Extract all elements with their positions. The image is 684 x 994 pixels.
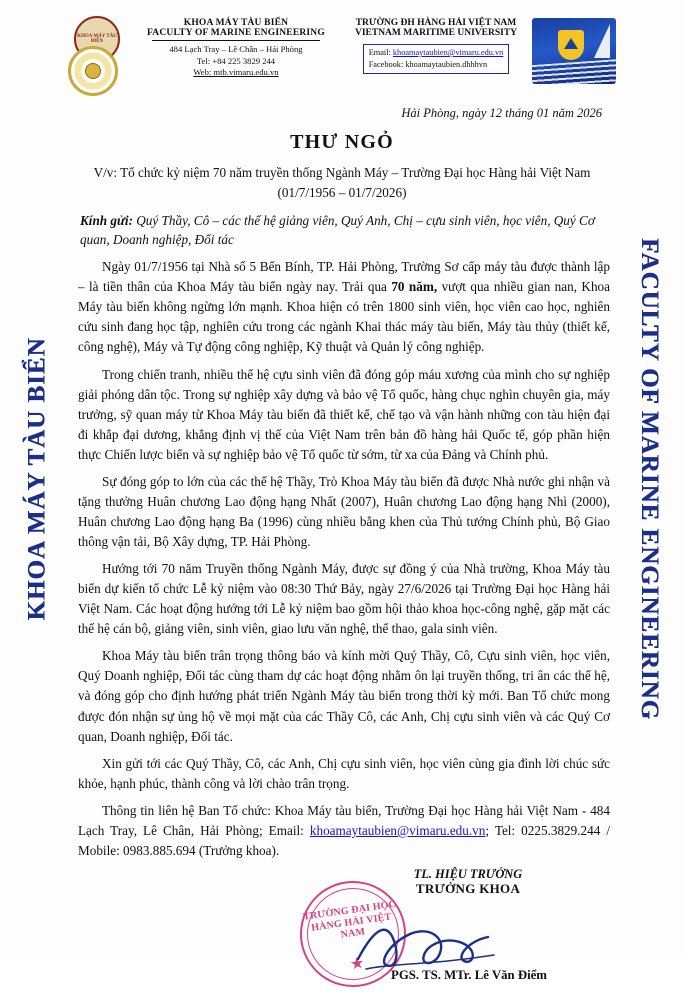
body-paragraph	[68, 801, 616, 861]
university-name-vi: TRƯỜNG ĐH HÀNG HẢI VIỆT NAM	[355, 18, 517, 28]
body-text: Trong chiến tranh, nhiều thế hệ cựu sinh viên đã đóng góp máu xương của mình cho sự nghiệp giải phóng dân tộc. Trong sự nghiệp xây dựng và bảo vệ Tổ quốc, hàng chục nghìn chuyên gia, máy trưởng, sỹ quan máy từ Khoa Máy tàu biển đã thiết kế, chế tạo và vận hành những con tàu hiện đại đi khắp đại dương, khẳng định vị thế của Việt Nam trên bản đồ hàng hải Quốc tế, góp phần hiện thực Chiến lược biển và sự nghiệp bảo vệ Tổ quốc từ sớm, từ xa của Đảng và Chính phủ.	[78, 366, 610, 462]
signature-area	[68, 867, 616, 989]
header-divider	[152, 40, 320, 41]
seal-star-icon: ★	[348, 954, 366, 974]
page-title: THƯ NGỎ	[290, 131, 394, 153]
email-label: Email:	[368, 48, 391, 57]
university-logo	[532, 16, 616, 86]
body-paragraph	[68, 754, 616, 794]
department-name-en: FACULTY OF MARINE ENGINEERING	[147, 28, 325, 38]
body-text: vượt qua nhiều gian nan, Khoa Máy tàu biển không ngừng lớn mạnh. Khoa hiện có trên 1800 sinh viên, học viên cao học, nghiên cứu sinh đang học tập, nghiên cứu trong các ngành Khai thác máy tàu biển, Máy tàu thủy (thiết kế, công nghệ), Máy và Tự động công nghiệp, Kỹ thuật và Quản lý công nghiệp.	[78, 279, 610, 355]
body-text: ; Tel: 0225.3829.244 / Mobile: 0983.885.694 (Trưởng khoa).	[78, 822, 611, 858]
email-link-inline[interactable]: khoamaytaubien@vimaru.edu.vn	[309, 822, 486, 838]
sail-icon	[594, 24, 610, 58]
body-text: Xin gửi tới các Quý Thầy, Cô, các Anh, Chị cựu sinh viên, học viên cùng gia đình lời chúc sức khỏe, hạnh phúc, thành công và lời chào trân trọng.	[78, 755, 610, 791]
body-paragraph	[68, 559, 616, 639]
place-date: Hải Phòng, ngày 12 tháng 01 năm 2026	[401, 106, 602, 120]
department-name-vi: KHOA MÁY TÀU BIỂN	[183, 18, 289, 28]
body-paragraph	[68, 365, 616, 465]
side-banner-right	[618, 0, 680, 958]
letter-subject: V/v: Tổ chức kỷ niệm 70 năm truyền thống Ngành Máy – Trường Đại học Hàng hải Việt Nam (01/7/1956 – 01/7/2026)	[93, 165, 591, 200]
faculty-emblem-label: KHOA MÁY TÀU BIỂN	[77, 33, 117, 44]
letter-content	[68, 16, 616, 982]
recipient-label: Kính gửi:	[80, 212, 133, 228]
letterhead	[68, 16, 616, 102]
side-banner-left	[6, 0, 68, 958]
vmu-badge-icon	[532, 18, 616, 84]
body-paragraph	[68, 646, 616, 746]
signature-authorization: TL. HIỆU TRƯỞNG	[413, 866, 523, 881]
university-name-en: VIETNAM MARITIME UNIVERSITY	[354, 28, 518, 38]
body-text: Khoa Máy tàu biển trân trọng thông báo và kính mời Quý Thầy, Cô, Cựu sinh viên, học viên, Quý Doanh nghiệp, Đối tác cùng tham dự các hoạt động nhằm ôn lại truyền thống, tri ân các thế hệ, và đóng góp cho định hướng phát triển Ngành Máy tàu biển trong thời kỳ mới. Ban Tổ chức mong được đón nhận sự ủng hộ về mọi mặt của các Thầy Cô, các Anh, Chị cựu sinh viên và các Quý Cơ quan, Doanh nghiệp, Đối tác.	[78, 648, 610, 744]
body-paragraph	[68, 257, 616, 357]
department-block	[132, 16, 340, 79]
department-address: 484 Lạch Tray – Lê Chân – Hải Phòng	[169, 44, 303, 54]
gear-icon	[68, 46, 118, 96]
letter-body	[68, 257, 616, 861]
signer-name: PGS. TS. MTr. Lê Văn Điểm	[391, 967, 547, 982]
side-banner-left-text: KHOA MÁY TÀU BIỂN	[23, 337, 51, 621]
seal-text: TRƯỜNG ĐẠI HỌC HÀNG HẢI VIỆT NAM	[302, 898, 397, 941]
facebook-value[interactable]: khoamaytaubien.dhhhvn	[405, 60, 488, 70]
recipient-value: Quý Thầy, Cô – các thế hệ giảng viên, Quý Anh, Chị – cựu sinh viên, học viên, Quý Cơ quan, Doanh nghiệp, Đối tác	[80, 212, 595, 248]
side-banner-right-text: FACULTY OF MARINE ENGINEERING	[636, 237, 663, 721]
body-text: Sự đóng góp to lớn của các thế hệ Thầy, Trò Khoa Máy tàu biển đã được Nhà nước ghi nhận và tặng thưởng Huân chương Lao động hạng Nhất (2007), Huân chương Lao động hạng Nhì (2000), Huân chương Lao động hạng Ba (1996) cùng nhiều bằng khen của Thủ tướng Chính phủ, Bộ Giao thông vận tải, Bộ Xây dựng, TP. Hải Phòng.	[78, 473, 610, 549]
contact-box	[363, 44, 510, 74]
body-text: Ngày 01/7/1956 tại Nhà số 5 Bến Bính, TP. Hải Phòng, Trường Sơ cấp máy tàu được thành lập – là tiền thân của Khoa Máy tàu biển ngày nay. Trải qua	[78, 259, 610, 295]
signature-role: TRƯỞNG KHOA	[415, 880, 521, 896]
body-text: Thông tin liên hệ Ban Tổ chức: Khoa Máy tàu biển, Trường Đại học Hàng hải Việt Nam - 484 Lạch Tray, Lê Chân, Hải Phòng; Email:	[78, 802, 610, 838]
faculty-logo	[68, 16, 132, 94]
department-tel: Tel: +84 225 3829 244	[196, 55, 276, 66]
emphasis-text: 70 năm,	[391, 279, 438, 295]
wave-icon	[532, 59, 616, 84]
facebook-label: Facebook:	[368, 60, 404, 70]
department-web[interactable]: Web: mtb.vimaru.edu.vn	[193, 67, 279, 78]
body-paragraph	[68, 472, 616, 552]
university-block	[340, 16, 532, 74]
recipient-line	[68, 211, 616, 251]
email-link[interactable]: khoamaytaubien@vimaru.edu.vn	[392, 48, 504, 57]
body-text: Hướng tới 70 năm Truyền thống Ngành Máy, được sự đồng ý của Nhà trường, Khoa Máy tàu biển dự kiến tổ chức Lễ kỷ niệm vào 08:30 Thứ Bảy, ngày 27/6/2026 tại Trường Đại học Hàng hải Việt Nam. Các hoạt động hướng tới Lễ kỷ niệm bao gồm hội thảo khoa học-công nghệ, gặp mặt các thế hệ cán bộ, giảng viên, sinh viên, giao lưu văn nghệ, thể thao, gala sinh viên.	[78, 561, 610, 637]
shield-icon	[558, 30, 584, 60]
